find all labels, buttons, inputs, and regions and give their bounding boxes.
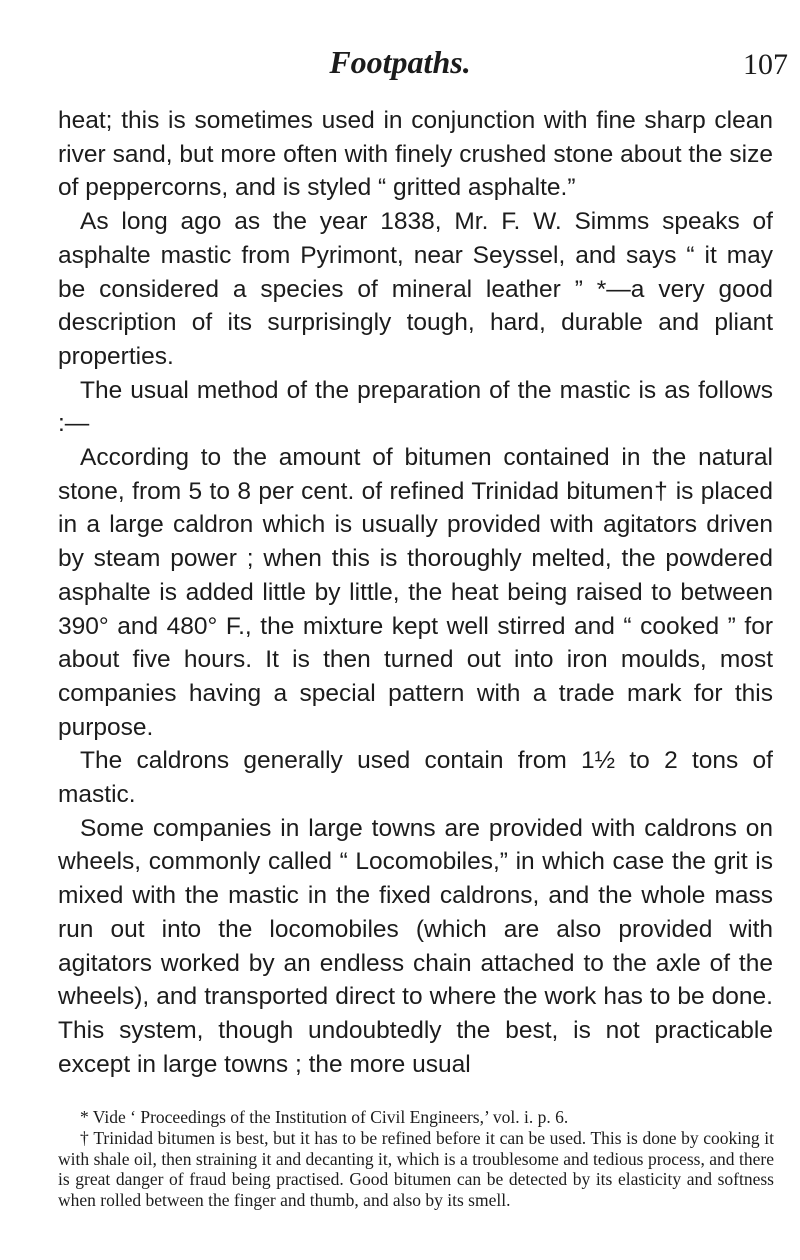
paragraph-simms: As long ago as the year 1838, Mr. F. W. Simms speaks of asphalte mastic from Pyrimont, near Seyssel, and says “ it may be considered a species of mineral leather ” *—a very good description of its surprisingly tough, hard, durable and pliant properties.: [58, 208, 773, 370]
paragraph-preparation: According to the amount of bitumen contained in the natural stone, from 5 to 8 per cent. of refined Trinidad bitumen† is placed in a large caldron which is usually provided with agitators driven by steam power ; when this is thoroughly melted, the powdered asphalte is added little by little, the heat being raised to between 390° and 480° F., the mixture kept well stirred and “ cooked ” for about five hours. It is then turned out into iron moulds, most companies having a special pattern with a trade mark for this purpose.: [58, 444, 773, 741]
running-title: Footpaths.: [329, 44, 471, 80]
paragraph-method-intro: The usual method of the preparation of the mastic is as follows :—: [58, 376, 773, 438]
paragraph-continued: heat; this is sometimes used in conjunction with fine sharp clean river sand, but more often with finely crushed stone about the size of peppercorns, and is styled “ gritted asphalte.”: [58, 107, 773, 202]
body-text: [58, 104, 773, 1081]
page-number: 107: [743, 48, 788, 81]
footnote-dagger: † Trinidad bitumen is best, but it has to be refined before it can be used. This is done by cooking it with shale oil, then straining it and decanting it, which is a troublesome and tedious process, and there is great danger of fraud being practised. Good bitumen can be detected by its elasticity and softness when rolled between the finger and thumb, and also by its smell.: [58, 1127, 774, 1211]
footnote-asterisk: * Vide ‘ Proceedings of the Institution of Civil Engineers,’ vol. i. p. 6.: [80, 1107, 569, 1127]
footnotes: [58, 1107, 774, 1211]
paragraph-locomobiles: Some companies in large towns are provided with caldrons on wheels, commonly called “ Locomobiles,” in which case the grit is mixed with the mastic in the fixed caldrons, and the whole mass run out into the locomobiles (which are also provided with agitators worked by an endless chain attached to the axle of the wheels), and transported direct to where the work has to be done. This system, though undoubtedly the best, is not practicable except in large towns ; the more usual: [58, 814, 773, 1078]
paragraph-caldron-capacity: The caldrons generally used contain from 1½ to 2 tons of mastic.: [58, 747, 773, 809]
running-head: [0, 42, 800, 82]
